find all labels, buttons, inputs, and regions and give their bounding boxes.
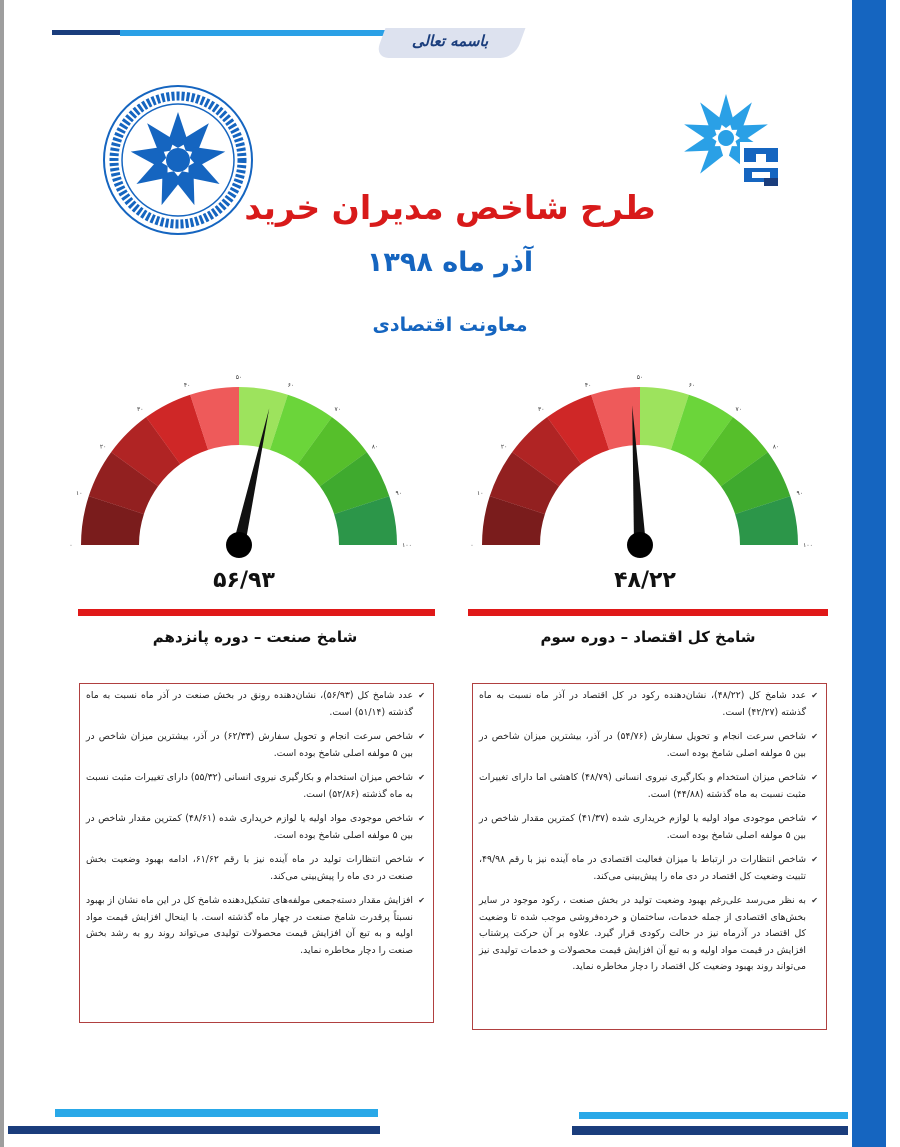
- bullet-item: ✔ شاخص موجودی مواد اولیه یا لوازم خریداری شده (۴۸/۶۱) کمترین مقدار شاخص در بین ۵ مولفه اصلی شامخ بوده است.: [86, 811, 425, 844]
- bullet-item: ✔ شاخص میزان استخدام و بکارگیری نیروی انسانی (۴۸/۷۹) کاهشی اما دارای تغییرات مثبت نسبت به ماه گذشته (۴۴/۸۸) است.: [479, 770, 818, 803]
- industry-gauge-tick-label: ۵۰: [235, 374, 243, 381]
- bullet-item: ✔ شاخص میزان استخدام و بکارگیری نیروی انسانی (۵۵/۳۲) دارای تغییرات مثبت نسبت به ماه گذشته (۵۲/۸۶) است.: [86, 770, 425, 803]
- industry-gauge-tick-label: ۲۰: [99, 443, 107, 451]
- bullet-item: ✔ به نظر می‌رسد علی‌رغم بهبود وضعیت تولید در بخش صنعت ، رکود موجود در سایر بخش‌های اقتصادی از جمله خدمات، ساختمان و خرده‌فروشی موجب شده تا وضعیت کل اقتصاد در آذرماه نیز در حالت رکودی قرار گیرد. علاوه بر آن حرکت پرشتاب افزایش در قیمت مواد اولیه و به تبع آن افزایش قیمت محصولات و خدمات تولیدی نیز می‌تواند روند بهبود وضعیت کل اقتصاد را دچار مخاطره نماید.: [479, 893, 818, 976]
- economy-gauge-tick-label: ۹۰: [796, 490, 804, 498]
- economy-gauge-hub: [627, 532, 653, 558]
- industry-divider: [78, 609, 435, 616]
- bottom-stripe-right-dark: [572, 1126, 848, 1135]
- bullet-item: ✔ شاخص سرعت انجام و تحویل سفارش (۵۴/۷۶) در آذر، بیشترین میزان شاخص در بین ۵ مولفه اصلی شامخ بوده است.: [479, 729, 818, 762]
- economy-divider: [468, 609, 828, 616]
- industry-gauge-tick-label: ۹۰: [395, 490, 403, 498]
- economy-gauge-tick-label: ۴۰: [584, 382, 592, 390]
- economy-gauge-tick-label: ۸۰: [772, 443, 780, 451]
- industry-gauge-tick-label: ۱۰۰: [402, 542, 412, 549]
- bullet-item: ✔ عدد شامخ کل (۵۶/۹۳)، نشان‌دهنده رونق در بخش صنعت در آذر ماه نسبت به ماه گذشته (۵۱/۱۴) است.: [86, 688, 425, 721]
- economy-gauge-tick-label: ۱۰: [476, 490, 484, 498]
- industry-gauge-tick-label: ۳۰: [137, 406, 144, 414]
- bottom-stripe-left-dark: [8, 1126, 380, 1134]
- bullet-item: ✔ شاخص موجودی مواد اولیه یا لوازم خریداری شده (۴۱/۳۷) کمترین مقدار شاخص در بین ۵ مولفه اصلی شامخ بوده است.: [479, 811, 818, 844]
- report-date: آذر ماه ۱۳۹۸: [366, 247, 534, 278]
- bullet-item: ✔ شاخص سرعت انجام و تحویل سفارش (۶۲/۳۳) در آذر، بیشترین میزان شاخص در بین ۵ مولفه اصلی شامخ بوده است.: [86, 729, 425, 762]
- economy-gauge-tick-label: ۱۰۰: [803, 542, 813, 549]
- economy-gauge-value: ۴۸/۲۲: [614, 568, 676, 593]
- economy-gauge-tick-label: ۷۰: [735, 406, 742, 414]
- economy-gauge: [465, 370, 825, 570]
- bullet-item: ✔ عدد شامخ کل (۴۸/۲۲)، نشان‌دهنده رکود در کل اقتصاد در آذر ماه نسبت به ماه گذشته (۴۲/۲۷) است.: [479, 688, 818, 721]
- industry-gauge-tick-label: ۰: [69, 542, 73, 549]
- page-left-edge: [0, 0, 4, 1147]
- bottom-stripe-right-light: [579, 1112, 848, 1119]
- industry-gauge-value: ۵۶/۹۳: [213, 568, 275, 593]
- right-blue-sidebar: [852, 0, 886, 1147]
- industry-gauge-tick-label: ۸۰: [371, 443, 379, 451]
- economy-gauge-tick-label: ۳۰: [538, 406, 545, 414]
- industry-gauge: [64, 370, 424, 570]
- report-title: طرح شاخص مدیران خرید: [244, 188, 656, 227]
- bullet-item: ✔ شاخص انتظارات تولید در ماه آینده نیز با رقم ۶۱/۶۲، ادامه بهبود وضعیت بخش صنعت در دی ماه را پیش‌بینی می‌کند.: [86, 852, 425, 885]
- bullet-item: ✔ شاخص انتظارات در ارتباط با میزان فعالیت اقتصادی در ماه آینده نیز با رقم ۴۹/۹۸، تثبیت وضعیت کل اقتصاد در دی ماه را پیش‌بینی می‌کند.: [479, 852, 818, 885]
- economy-gauge-tick-label: ۲۰: [500, 443, 508, 451]
- industry-gauge-tick-label: ۶۰: [287, 382, 295, 390]
- industry-gauge-tick-label: ۱۰: [75, 490, 83, 498]
- economy-gauge-tick-label: ۰: [470, 542, 474, 549]
- industry-gauge-hub: [226, 532, 252, 558]
- bottom-stripe-left-light: [55, 1109, 378, 1117]
- industry-gauge-tick-label: ۷۰: [334, 406, 341, 414]
- header-tag-text: باسمه تعالی: [411, 32, 489, 50]
- bullet-item: ✔ افزایش مقدار دسته‌جمعی مولفه‌های تشکیل‌دهنده شامخ کل در این ماه نشان از بهبود نسبتاً پرقدرت شامخ صنعت در چهار ماه گذشته است. با اینحال افزایش قیمت مواد اولیه و به تبع آن افزایش قیمت محصولات تولیدی می‌تواند روند رو به رشد بخش صنعت را دچار مخاطره نماید.: [86, 893, 425, 959]
- right-margin: [885, 0, 900, 1147]
- economy-analysis-box: [472, 683, 827, 1030]
- industry-section-title: شامخ صنعت – دوره پانزدهم: [152, 628, 358, 646]
- economy-gauge-tick-label: ۵۰: [636, 374, 644, 381]
- economy-gauge-tick-label: ۶۰: [688, 382, 696, 390]
- pmi-logo: [668, 80, 788, 190]
- department-name: معاونت اقتصادی: [372, 314, 528, 336]
- top-stripe-dark: [52, 30, 120, 35]
- industry-analysis-box: [79, 683, 434, 1023]
- industry-gauge-tick-label: ۴۰: [183, 382, 191, 390]
- economy-section-title: شامخ کل اقتصاد – دوره سوم: [540, 628, 756, 646]
